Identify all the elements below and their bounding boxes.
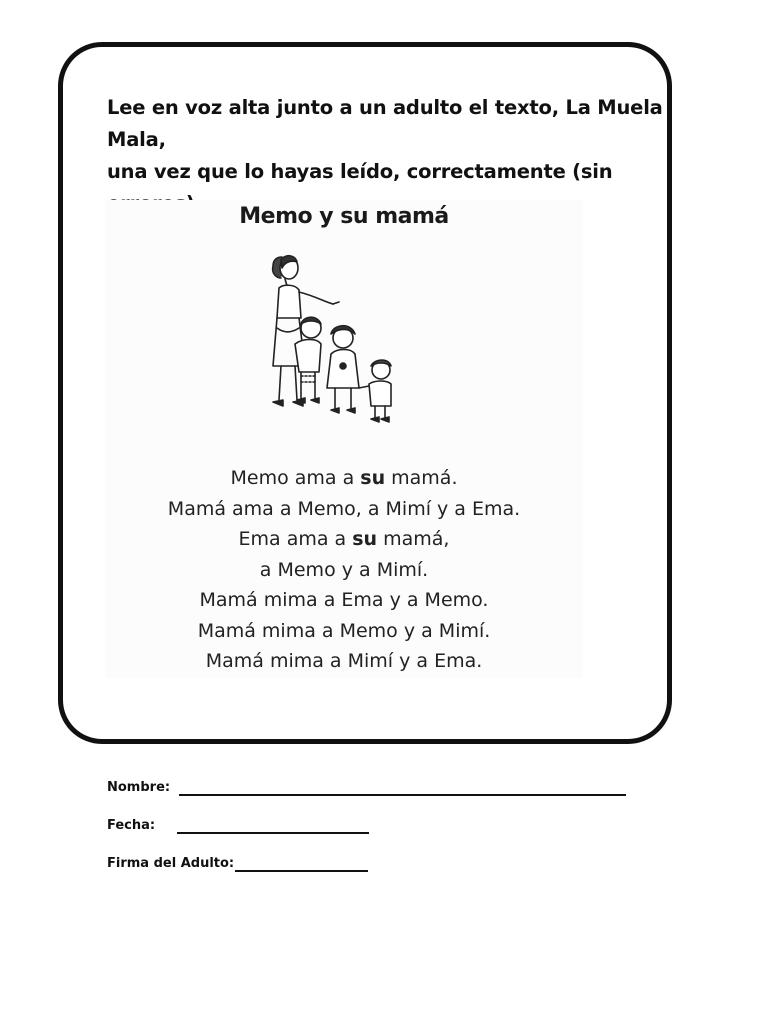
story-line: Ema ama a su mamá, bbox=[238, 528, 450, 550]
story-line: Memo ama a su mamá. bbox=[230, 467, 458, 489]
story-line: Mamá mima a Ema y a Memo. bbox=[199, 589, 489, 611]
story-line: Mamá ama a Memo, a Mimí y a Ema. bbox=[167, 497, 521, 520]
child-figure-1 bbox=[295, 317, 321, 403]
signature-row bbox=[107, 852, 667, 890]
instruction-line-2: una vez que lo hayas leído, correctamente (sin bbox=[107, 160, 613, 183]
story-lines bbox=[105, 463, 583, 677]
date-label: Fecha: bbox=[107, 818, 156, 833]
mother-and-children-illustration bbox=[255, 248, 435, 448]
story-line: a Memo y a Mimí. bbox=[259, 558, 429, 581]
date-row bbox=[107, 814, 667, 852]
child-figure-2 bbox=[327, 326, 359, 413]
child-figure-3 bbox=[359, 360, 391, 422]
story-line: Mamá mima a Memo y a Mimí. bbox=[197, 619, 491, 642]
name-row bbox=[107, 776, 667, 814]
reading-passage bbox=[105, 200, 583, 678]
signature-form bbox=[107, 776, 667, 890]
name-field-line[interactable] bbox=[179, 794, 626, 796]
story-title: Memo y su mamá bbox=[239, 204, 449, 229]
signature-label: Firma del Adulto: bbox=[107, 856, 235, 871]
name-label: Nombre: bbox=[107, 780, 171, 795]
instruction-line-1: Lee en voz alta junto a un adulto el texto, La Muela Mala, bbox=[107, 96, 663, 151]
story-line: Mamá mima a Mimí y a Ema. bbox=[205, 650, 483, 672]
signature-field-line[interactable] bbox=[235, 870, 368, 872]
date-field-line[interactable] bbox=[177, 832, 369, 834]
